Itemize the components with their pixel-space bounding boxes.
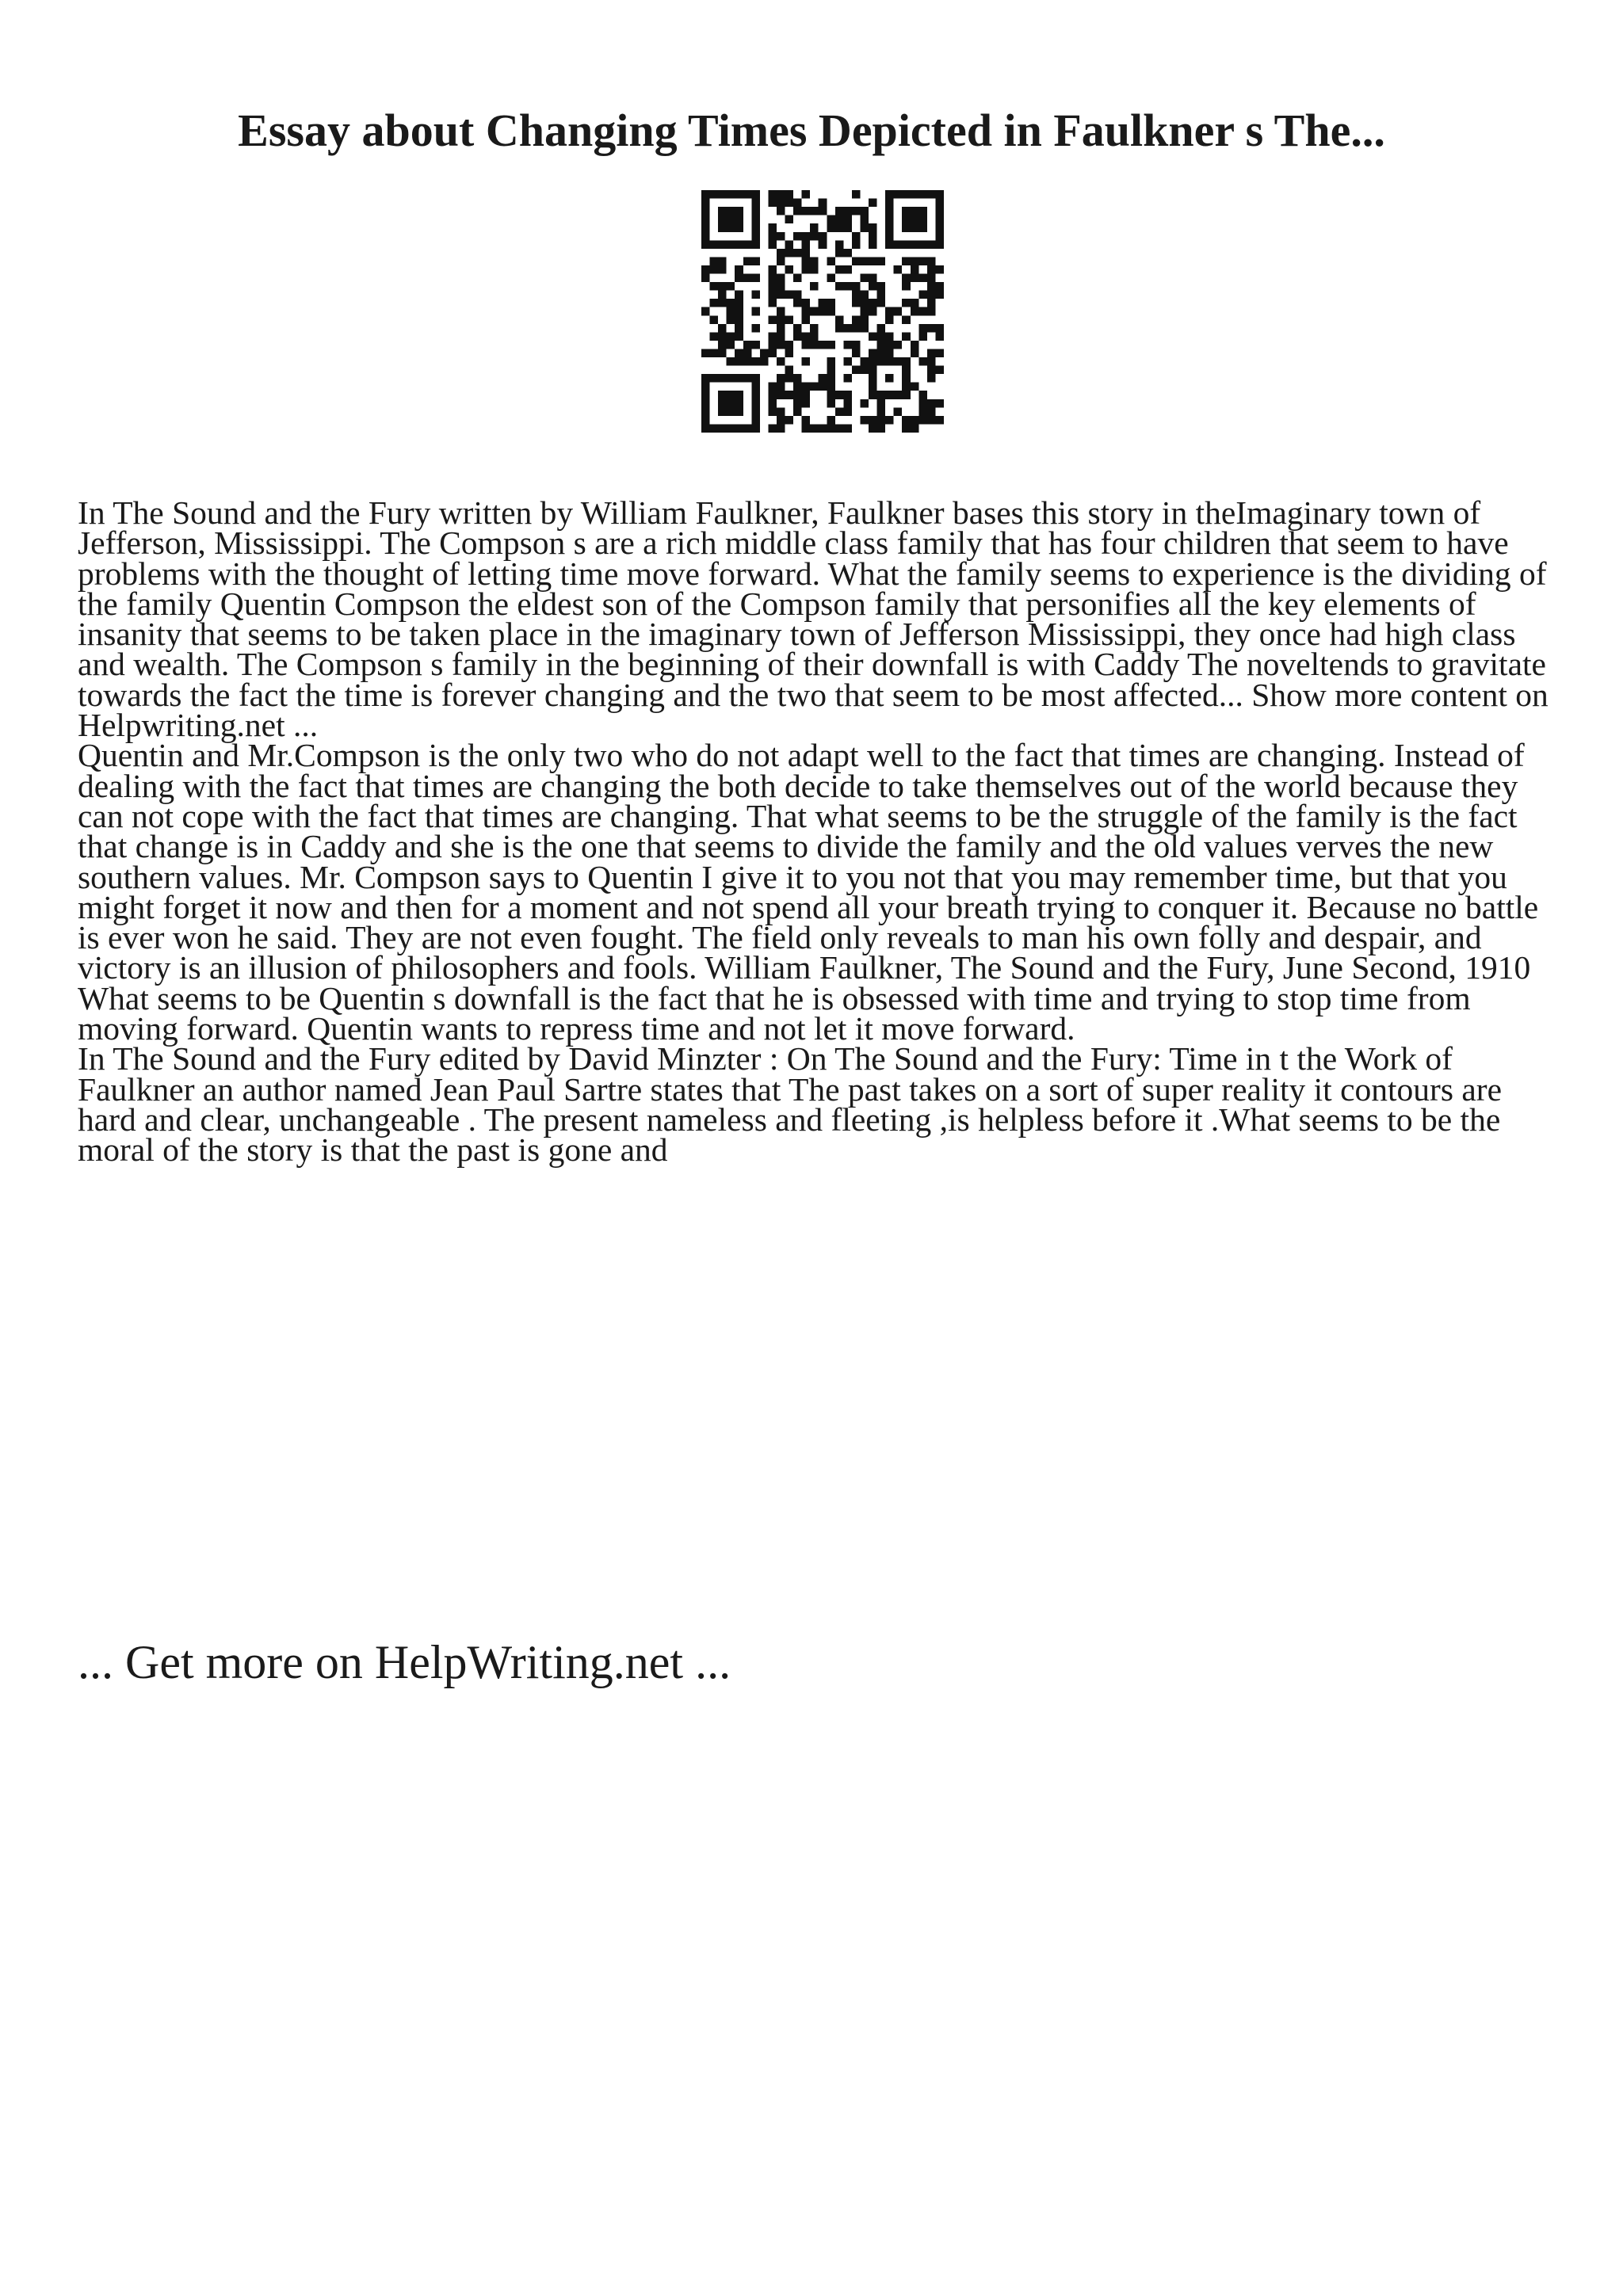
essay-body <box>78 494 1568 1169</box>
paragraph-2: Quentin and Mr.Compson is the only two who do not adapt well to the fact that times are changing. Instead of dealing with the fact that times are changing the both decide to take themselves out of the world because they can not cope with the fact that times are changing. That what seems to be the struggle of the family is the fact that change is in Caddy and she is the one that seems to divide the family and the old values verves the new southern values. Mr. Compson says to Quentin I give it to you not that you may remember time, but that you might forget it now and then for a moment and not spend all your breath trying to conquer it. Because no battle is ever won he said. They are not even fought. The field only reveals to man his own folly and despair, and victory is an illusion of philosophers and fools. William Faulkner, The Sound and the Fury, June Second, 1910 What seems to be Quentin s downfall is the fact that he is obsessed with time and trying to stop time from moving forward. Quentin wants to repress time and not let it move forward. <box>78 737 1539 1047</box>
document-title: Essay about Changing Times Depicted in Faulkner s The... <box>238 105 1385 156</box>
paragraph-1: In The Sound and the Fury written by William Faulkner, Faulkner bases this story in theImaginary town of Jefferson, Mississippi. The Compson s are a rich middle class family that has four children that seem to have problems with the thought of letting time move forward. What the family seems to experience is the dividing of the family Quentin Compson the eldest son of the Compson family that personifies all the key elements of insanity that seems to be taken place in the imaginary town of Jefferson Mississippi, they once had high class and wealth. The Compson s family in the beginning of their downfall is with Caddy The noveltends to gravitate towards the fact the time is forever changing and the two that seem to be most affected... Show more content on Helpwriting.net ... <box>78 494 1549 744</box>
qr-code-icon <box>701 190 944 433</box>
get-more-link[interactable]: ... Get more on HelpWriting.net ... <box>78 1636 731 1688</box>
paragraph-3: In The Sound and the Fury edited by David Minzter : On The Sound and the Fury: Time in t the Work of Faulkner an author named Jean Paul Sartre states that The past takes on a sort of super reality it contours are hard and clear, unchangeable . The present nameless and fleeting ,is helpless before it .What seems to be the moral of the story is that the past is gone and <box>78 1040 1503 1169</box>
